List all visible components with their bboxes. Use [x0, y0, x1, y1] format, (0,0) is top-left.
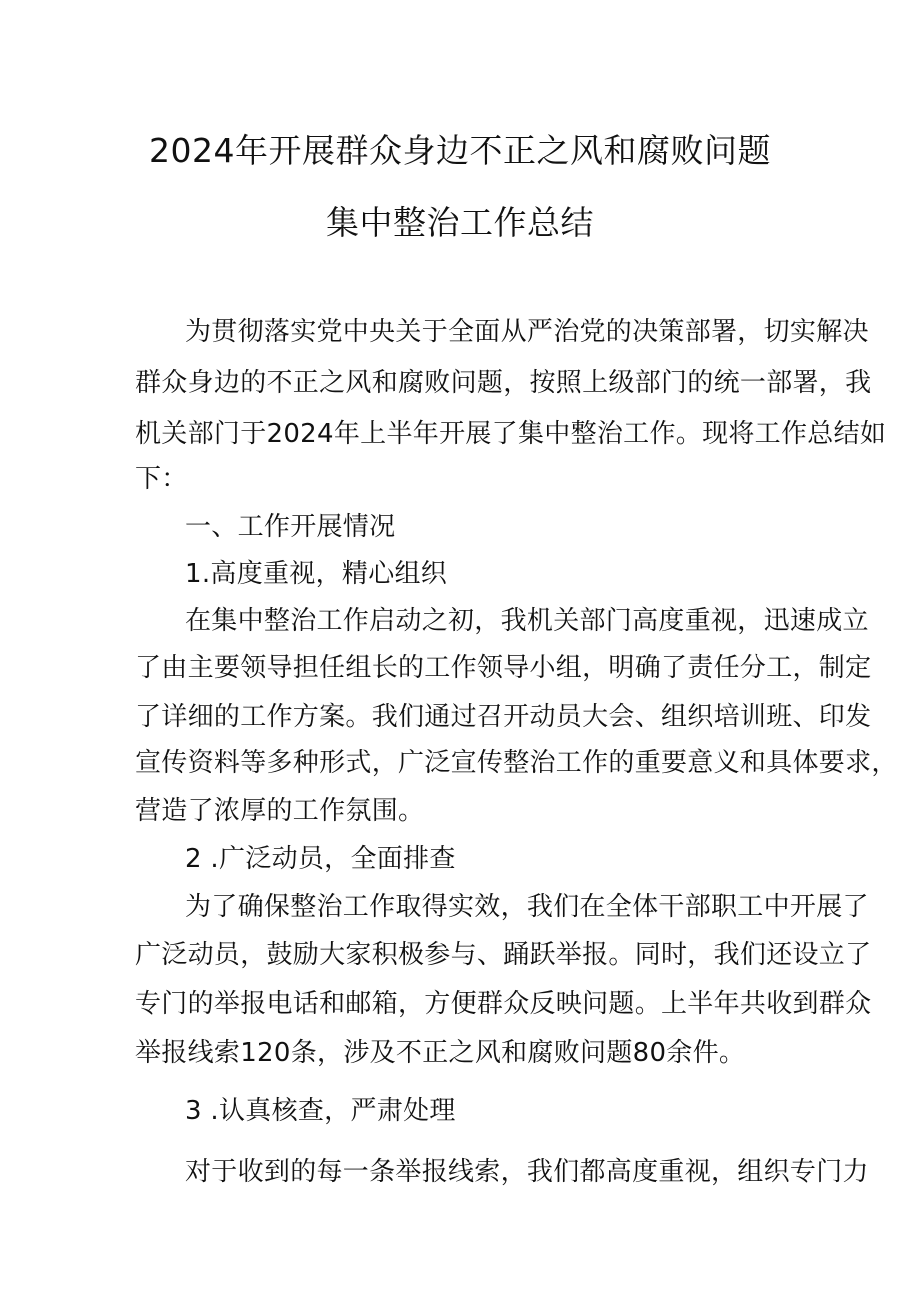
item-2-line-4: 举报线索120条，涉及不正之风和腐败问题80余件。	[135, 1038, 746, 1068]
document-title-line-1: 2024年开展群众身边不正之风和腐败问题	[149, 131, 771, 170]
item-2-heading: 2 .广泛动员，全面排查	[185, 844, 456, 874]
item-1-line-2: 了由主要领导担任组长的工作领导小组，明确了责任分工，制定	[135, 653, 872, 683]
item-1-line-3: 了详细的工作方案。我们通过召开动员大会、组织培训班、印发	[135, 702, 872, 732]
item-2-line-2: 广泛动员，鼓励大家积极参与、踊跃举报。同时，我们还设立了	[135, 940, 872, 970]
item-2-line-3: 专门的举报电话和邮箱，方便群众反映问题。上半年共收到群众	[135, 989, 872, 1019]
intro-line-1: 为贯彻落实党中央关于全面从严治党的决策部署，切实解决	[185, 317, 869, 347]
item-2-line-1: 为了确保整治工作取得实效，我们在全体干部职工中开展了	[185, 892, 869, 922]
intro-line-4: 下：	[135, 464, 188, 494]
item-1-line-1: 在集中整治工作启动之初，我机关部门高度重视，迅速成立	[185, 606, 869, 636]
item-1-line-5: 营造了浓厚的工作氛围。	[135, 796, 425, 826]
section-heading: 一、工作开展情况	[185, 512, 396, 542]
item-3-heading: 3 .认真核查，严肃处理	[185, 1096, 456, 1126]
intro-line-2: 群众身边的不正之风和腐败问题，按照上级部门的统一部署，我	[135, 368, 872, 398]
intro-line-3: 机关部门于2024年上半年开展了集中整治工作。现将工作总结如	[135, 419, 887, 449]
item-1-line-4: 宣传资料等多种形式，广泛宣传整治工作的重要意义和具体要求，	[135, 748, 898, 778]
item-1-heading: 1.高度重视，精心组织	[185, 559, 448, 589]
document-title-line-2: 集中整治工作总结	[326, 203, 594, 242]
item-3-line-1: 对于收到的每一条举报线索，我们都高度重视，组织专门力	[185, 1157, 869, 1187]
